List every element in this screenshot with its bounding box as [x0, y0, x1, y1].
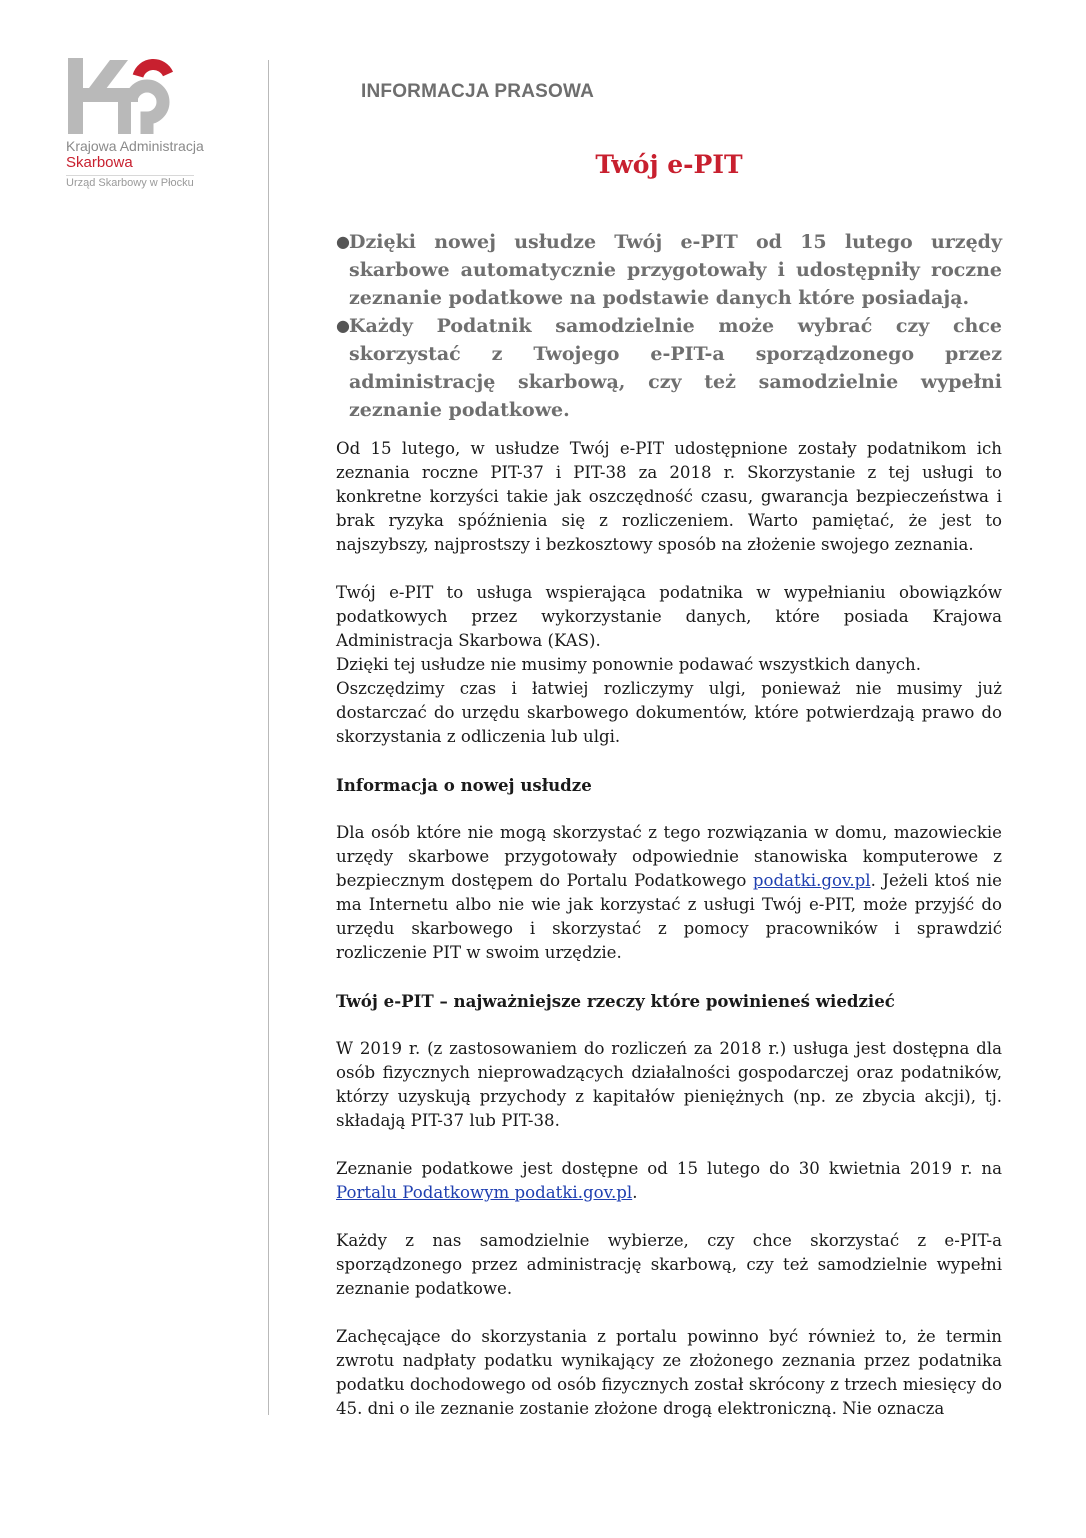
- portal-link[interactable]: Portalu Podatkowym podatki.gov.pl: [336, 1183, 633, 1202]
- paragraph: Oszczędzimy czas i łatwiej rozliczymy ulgi, ponieważ nie musimy już dostarczać do urzędu skarbowego dokumentów, które potwierdzają prawo do skorzystania z odliczenia lub ulgi.: [336, 679, 1002, 746]
- paragraph: Zeznanie podatkowe jest dostępne od 15 lutego do 30 kwietnia 2019 r. na Portalu Podatkowym podatki.gov.pl.: [336, 1159, 1002, 1202]
- paragraph: Twój e-PIT to usługa wspierająca podatnika w wypełnianiu obowiązków podatkowych przez wykorzystanie danych, które posiada Krajowa Administracja Skarbowa (KAS).: [336, 583, 1002, 650]
- bullet-icon: ●: [336, 232, 350, 251]
- logo-text-skarbowa: Skarbowa: [66, 154, 133, 171]
- summary-bullet: ● Dzięki nowej usłudze Twój e-PIT od 15 lutego urzędy skarbowe automatycznie przygotowały i udostępniły roczne zeznanie podatkowe na podstawie danych które posiadają.: [336, 228, 1002, 312]
- article-body: [336, 437, 1002, 1445]
- bullet-icon: ●: [336, 316, 350, 335]
- logo-text-office: Urząd Skarbowy w Płocku: [66, 177, 194, 189]
- paragraph: W 2019 r. (z zastosowaniem do rozliczeń za 2018 r.) usługa jest dostępna dla osób fizycznych nieprowadzących działalności gospodarczej oraz podatników, którzy uzyskują przychody z kapitałów pieniężnych (np. ze zbycia akcji), tj. składają PIT-37 lub PIT-38.: [336, 1039, 1002, 1130]
- summary-bullet: ● Każdy Podatnik samodzielnie może wybrać czy chce skorzystać z Twojego e-PIT-a sporządzonego przez administrację skarbową, czy też samodzielnie wypełni zeznanie podatkowe.: [336, 312, 1002, 424]
- vertical-divider: [268, 60, 269, 1415]
- kas-logo-mark: [66, 56, 178, 136]
- paragraph: Dzięki tej usłudze nie musimy ponownie podawać wszystkich danych.: [336, 655, 922, 674]
- paragraph: Dla osób które nie mogą skorzystać z tego rozwiązania w domu, mazowieckie urzędy skarbowe przygotowały odpowiednie stanowiska komputerowe z bezpiecznym dostępem do Portalu Podatkowego podatki.gov.pl. Jeżeli ktoś nie ma Internetu albo nie wie jak korzystać z usługi Twój e-PIT, może przyjść do urzędu skarbowego i skorzystać z pomocy pracowników i sprawdzić rozliczenie PIT w swoim urzędzie.: [336, 823, 1002, 962]
- paragraph: Zachęcające do skorzystania z portalu powinno być również to, że termin zwrotu nadpłaty podatku wynikający ze złożonego zeznania przez podatnika podatku dochodowego od osób fizycznych został skrócony z trzech miesięcy do 45. dni o ile zeznanie zostanie złożone drogą elektroniczną. Nie oznacza: [336, 1327, 1002, 1418]
- paragraph: Każdy z nas samodzielnie wybierze, czy chce skorzystać z e-PIT-a sporządzonego przez administrację skarbową, czy też samodzielnie wypełni zeznanie podatkowe.: [336, 1231, 1002, 1298]
- section-heading: Informacja o nowej usłudze: [336, 775, 592, 795]
- logo-text-institution: Krajowa Administracja: [66, 138, 204, 154]
- document-title: Twój e-PIT: [595, 150, 743, 179]
- section-heading: Twój e-PIT – najważniejsze rzeczy które powinieneś wiedzieć: [336, 991, 895, 1011]
- kas-logo: [66, 56, 226, 190]
- summary-bullets: [336, 228, 1002, 424]
- paragraph: Od 15 lutego, w usłudze Twój e-PIT udostępnione zostały podatnikom ich zeznania roczne PIT-37 i PIT-38 za 2018 r. Skorzystanie z tej usługi to konkretne korzyści takie jak oszczędność czasu, gwarancja bezpieczeństwa i brak ryzyka spóźnienia się z rozliczeniem. Warto pamiętać, że jest to najszybszy, najprostszy i bezkosztowy sposób na złożenie swojego zeznania.: [336, 439, 1002, 554]
- podatki-link[interactable]: podatki.gov.pl: [752, 871, 871, 890]
- press-release-label: INFORMACJA PRASOWA: [361, 81, 595, 102]
